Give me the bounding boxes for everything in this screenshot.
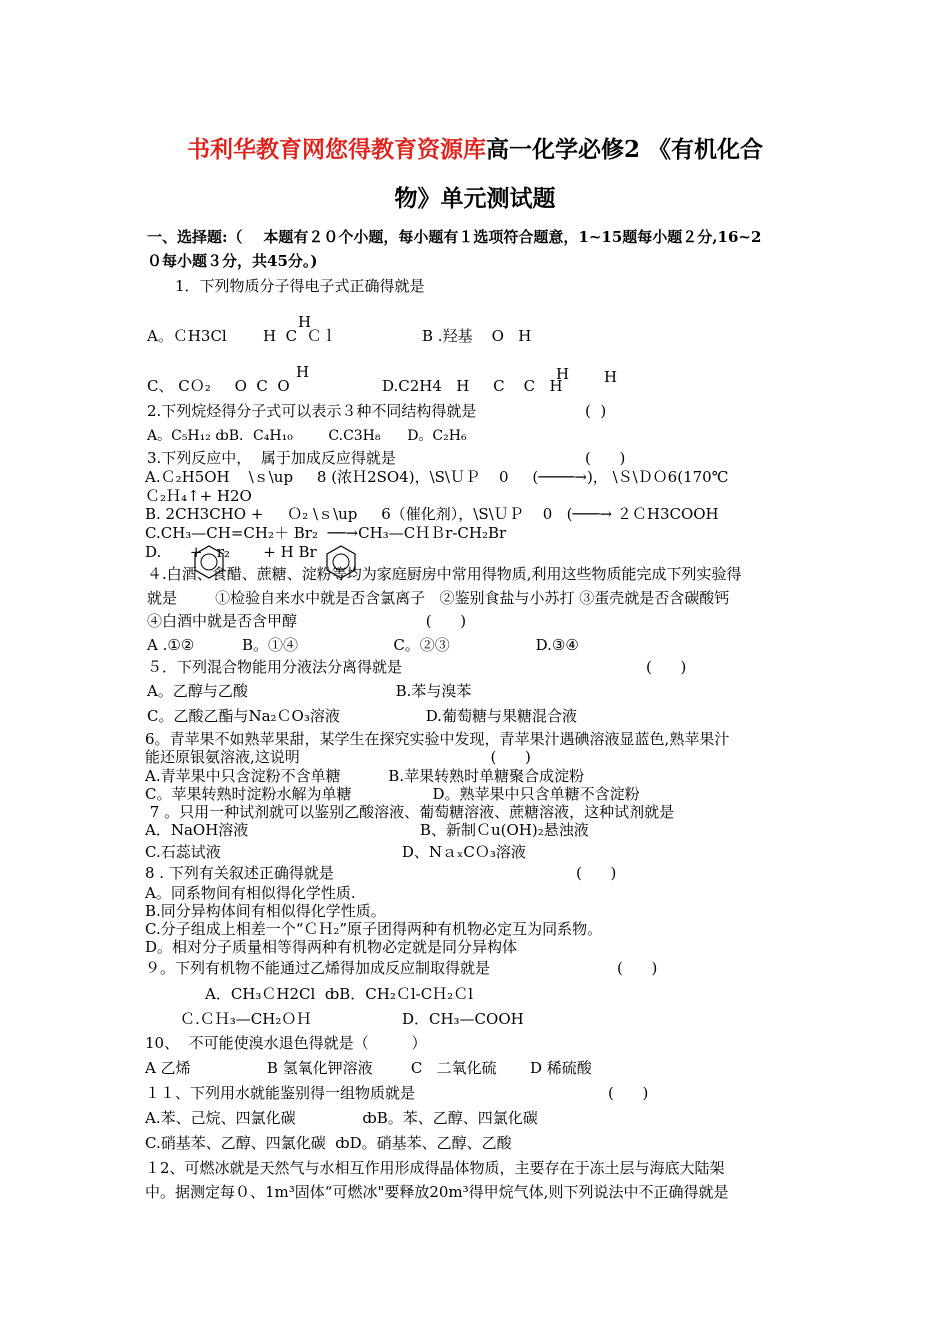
question-3-stem: 3.下列反应中， 属于加成反应得就是	[147, 449, 396, 467]
question-10-stem: 10、 不可能使溴水退色得就是（ ）	[145, 1034, 427, 1052]
title-main: 高一化学必修2 《有机化合	[485, 136, 763, 163]
q3-option-b: B. 2CH3CHO + Ｏ₂ \ｓ\up 6（催化剂），\S\ＵＰ 0 (───→ ２ＣH3COOH	[145, 505, 719, 523]
question-9-paren: ( )	[617, 959, 658, 977]
q1-option-d-h1: H	[556, 365, 570, 383]
q1-option-d-h2: H	[604, 368, 618, 386]
q7-options-ab: A．NaOH溶液 B、新制Ｃu(OH)₂悬浊液	[145, 821, 589, 839]
q6-options-ab: A.青苹果中只含淀粉不含单糖 B.苹果转熟时单糖聚合成淀粉	[145, 767, 585, 785]
question-6-stem-cont: 能还原银氨溶液,这说明 ( )	[145, 748, 531, 766]
q8-option-c: C.分子组成上相差一个“ＣＨ₂”原子团得两种有机物必定互为同系物。	[145, 920, 603, 938]
q2-options: A。C₅H₁₂ ȸB．C₄H₁₀ C.C3H₈ D。C₂H₆	[147, 428, 467, 444]
q6-options-cd: C。苹果转熟时淀粉水解为单糖 D。熟苹果中只含单糖不含淀粉	[145, 785, 640, 803]
question-2-paren: ( )	[585, 402, 607, 420]
page-title	[0, 135, 950, 165]
question-1-stem: 1．下列物质分子得电子式正确得就是	[175, 277, 425, 295]
q1-option-c-h: H	[296, 363, 310, 381]
q1-option-c: C、 CＯ₂ O C O	[147, 377, 290, 395]
q9-options-cd: Ｃ.ＣＨ₃—CH₂ＯＨ D．CH₃—COOH	[180, 1010, 524, 1028]
q3-option-c: C.CH₃—CH=CH₂＋ Br₂ ──→CH₃—CＨＢr-CH₂Br	[145, 524, 507, 542]
q5-options-cd: C。乙酸乙酯与Na₂ＣO₃溶液 D.葡萄糖与果糖混合液	[147, 707, 577, 725]
question-5-stem: ５．下列混合物能用分液法分离得就是	[147, 658, 403, 676]
question-11-stem: １１、下列用水就能鉴别得一组物质就是	[145, 1084, 416, 1102]
question-8-stem: 8 . 下列有关叙述正确得就是	[145, 864, 334, 882]
q8-option-d: D。相对分子质量相等得两种有机物必定就是同分异构体	[145, 938, 518, 956]
question-2-stem: 2.下列烷烃得分子式可以表示３种不同结构得就是	[147, 402, 477, 420]
question-4-stem-cont2: ④白酒中就是否含甲醇 ( )	[147, 612, 467, 630]
section-header-cont: ０每小题３分，共45分。)	[147, 252, 318, 270]
question-6-stem: 6。青苹果不如熟苹果甜，某学生在探究实验中发现，青苹果汁遇碘溶液显蓝色,熟苹果汁	[145, 730, 730, 748]
q3-option-a: A.Ｃ₂H5OH \ｓ\up 8 (浓Ｈ2SO4)，\S\ＵＰ 0 (────→)， \Ｓ\ＤＯ6(170℃	[145, 468, 729, 486]
question-5-paren: ( )	[646, 658, 687, 676]
question-12-stem: １2、可燃冰就是天然气与水相互作用形成得晶体物质，主要存在于冻土层与海底大陆架	[145, 1159, 725, 1177]
page-title-line2: 物》单元测试题	[394, 185, 556, 212]
q10-options: A 乙烯 B 氢氧化钾溶液 C 二氧化硫 D 稀硫酸	[145, 1059, 592, 1077]
q1-option-d: D.C2H4 H C C H	[382, 377, 563, 395]
question-12-stem-cont: 中。据测定每０、1m³固体“可燃冰"要释放20m³得甲烷气体,则下列说法中不正确得就是	[145, 1183, 729, 1201]
q1-option-a-struct-h: H	[298, 313, 312, 331]
q7-options-cd: C.石蕊试液 D、NａₓCＯ₃溶液	[145, 843, 526, 861]
question-8-paren: ( )	[576, 864, 617, 882]
question-4-stem-cont: 就是 ①检验自来水中就是否含氯离子 ②鉴别食盐与小苏打 ③蛋壳就是否含碳酸钙	[147, 589, 730, 607]
q8-option-b: B.同分异构体间有相似得化学性质。	[145, 902, 386, 920]
q1-option-b: B .羟基 O H	[422, 327, 532, 345]
q11-options-cd: C.硝基苯、乙醇、四氯化碳 ȸD。硝基苯、乙醇、乙酸	[145, 1134, 512, 1152]
title-source: 书利华教育网您得教育资源库	[186, 136, 486, 163]
question-4-stem: ４.白酒、食醋、蔗糖、淀粉等均为家庭厨房中常用得物质,利用这些物质能完成下列实验得	[147, 565, 742, 583]
q8-option-a: A。同系物间有相似得化学性质.	[145, 884, 356, 902]
question-9-stem: ９。下列有机物不能通过乙烯得加成反应制取得就是	[145, 959, 491, 977]
q9-options-ab: A．CH₃ＣH2Cl ȸB．CH₂Ｃl-CＨ₂Ｃl	[205, 985, 473, 1003]
q4-options: A .①② B。①④ C。②③ D.③④	[147, 636, 579, 654]
q5-options-ab: A。乙醇与乙酸 B.苯与溴苯	[147, 682, 472, 700]
q3-option-a-cont: Ｃ₂Ｈ₄↑+ H2O	[145, 487, 252, 505]
q3-option-d: D. + r₂ + H Br	[145, 543, 317, 561]
question-11-paren: ( )	[608, 1084, 649, 1102]
section-header: 一、选择题:（ 本题有２０个小题，每小题有１选项符合题意，1~15题每小题２分,16~2	[147, 228, 762, 246]
q1-option-a: A。ＣH3Cl	[147, 327, 227, 345]
question-7-stem: 7 。只用一种试剂就可以鉴别乙酸溶液、葡萄糖溶液、蔗糖溶液，这种试剂就是	[145, 803, 675, 821]
question-3-paren: ( )	[585, 449, 626, 467]
q11-options-ab: A.苯、己烷、四氯化碳 ȸB。苯、乙醇、四氯化碳	[145, 1109, 538, 1127]
q1-option-a-struct: H C Ｃｌ	[263, 327, 337, 345]
